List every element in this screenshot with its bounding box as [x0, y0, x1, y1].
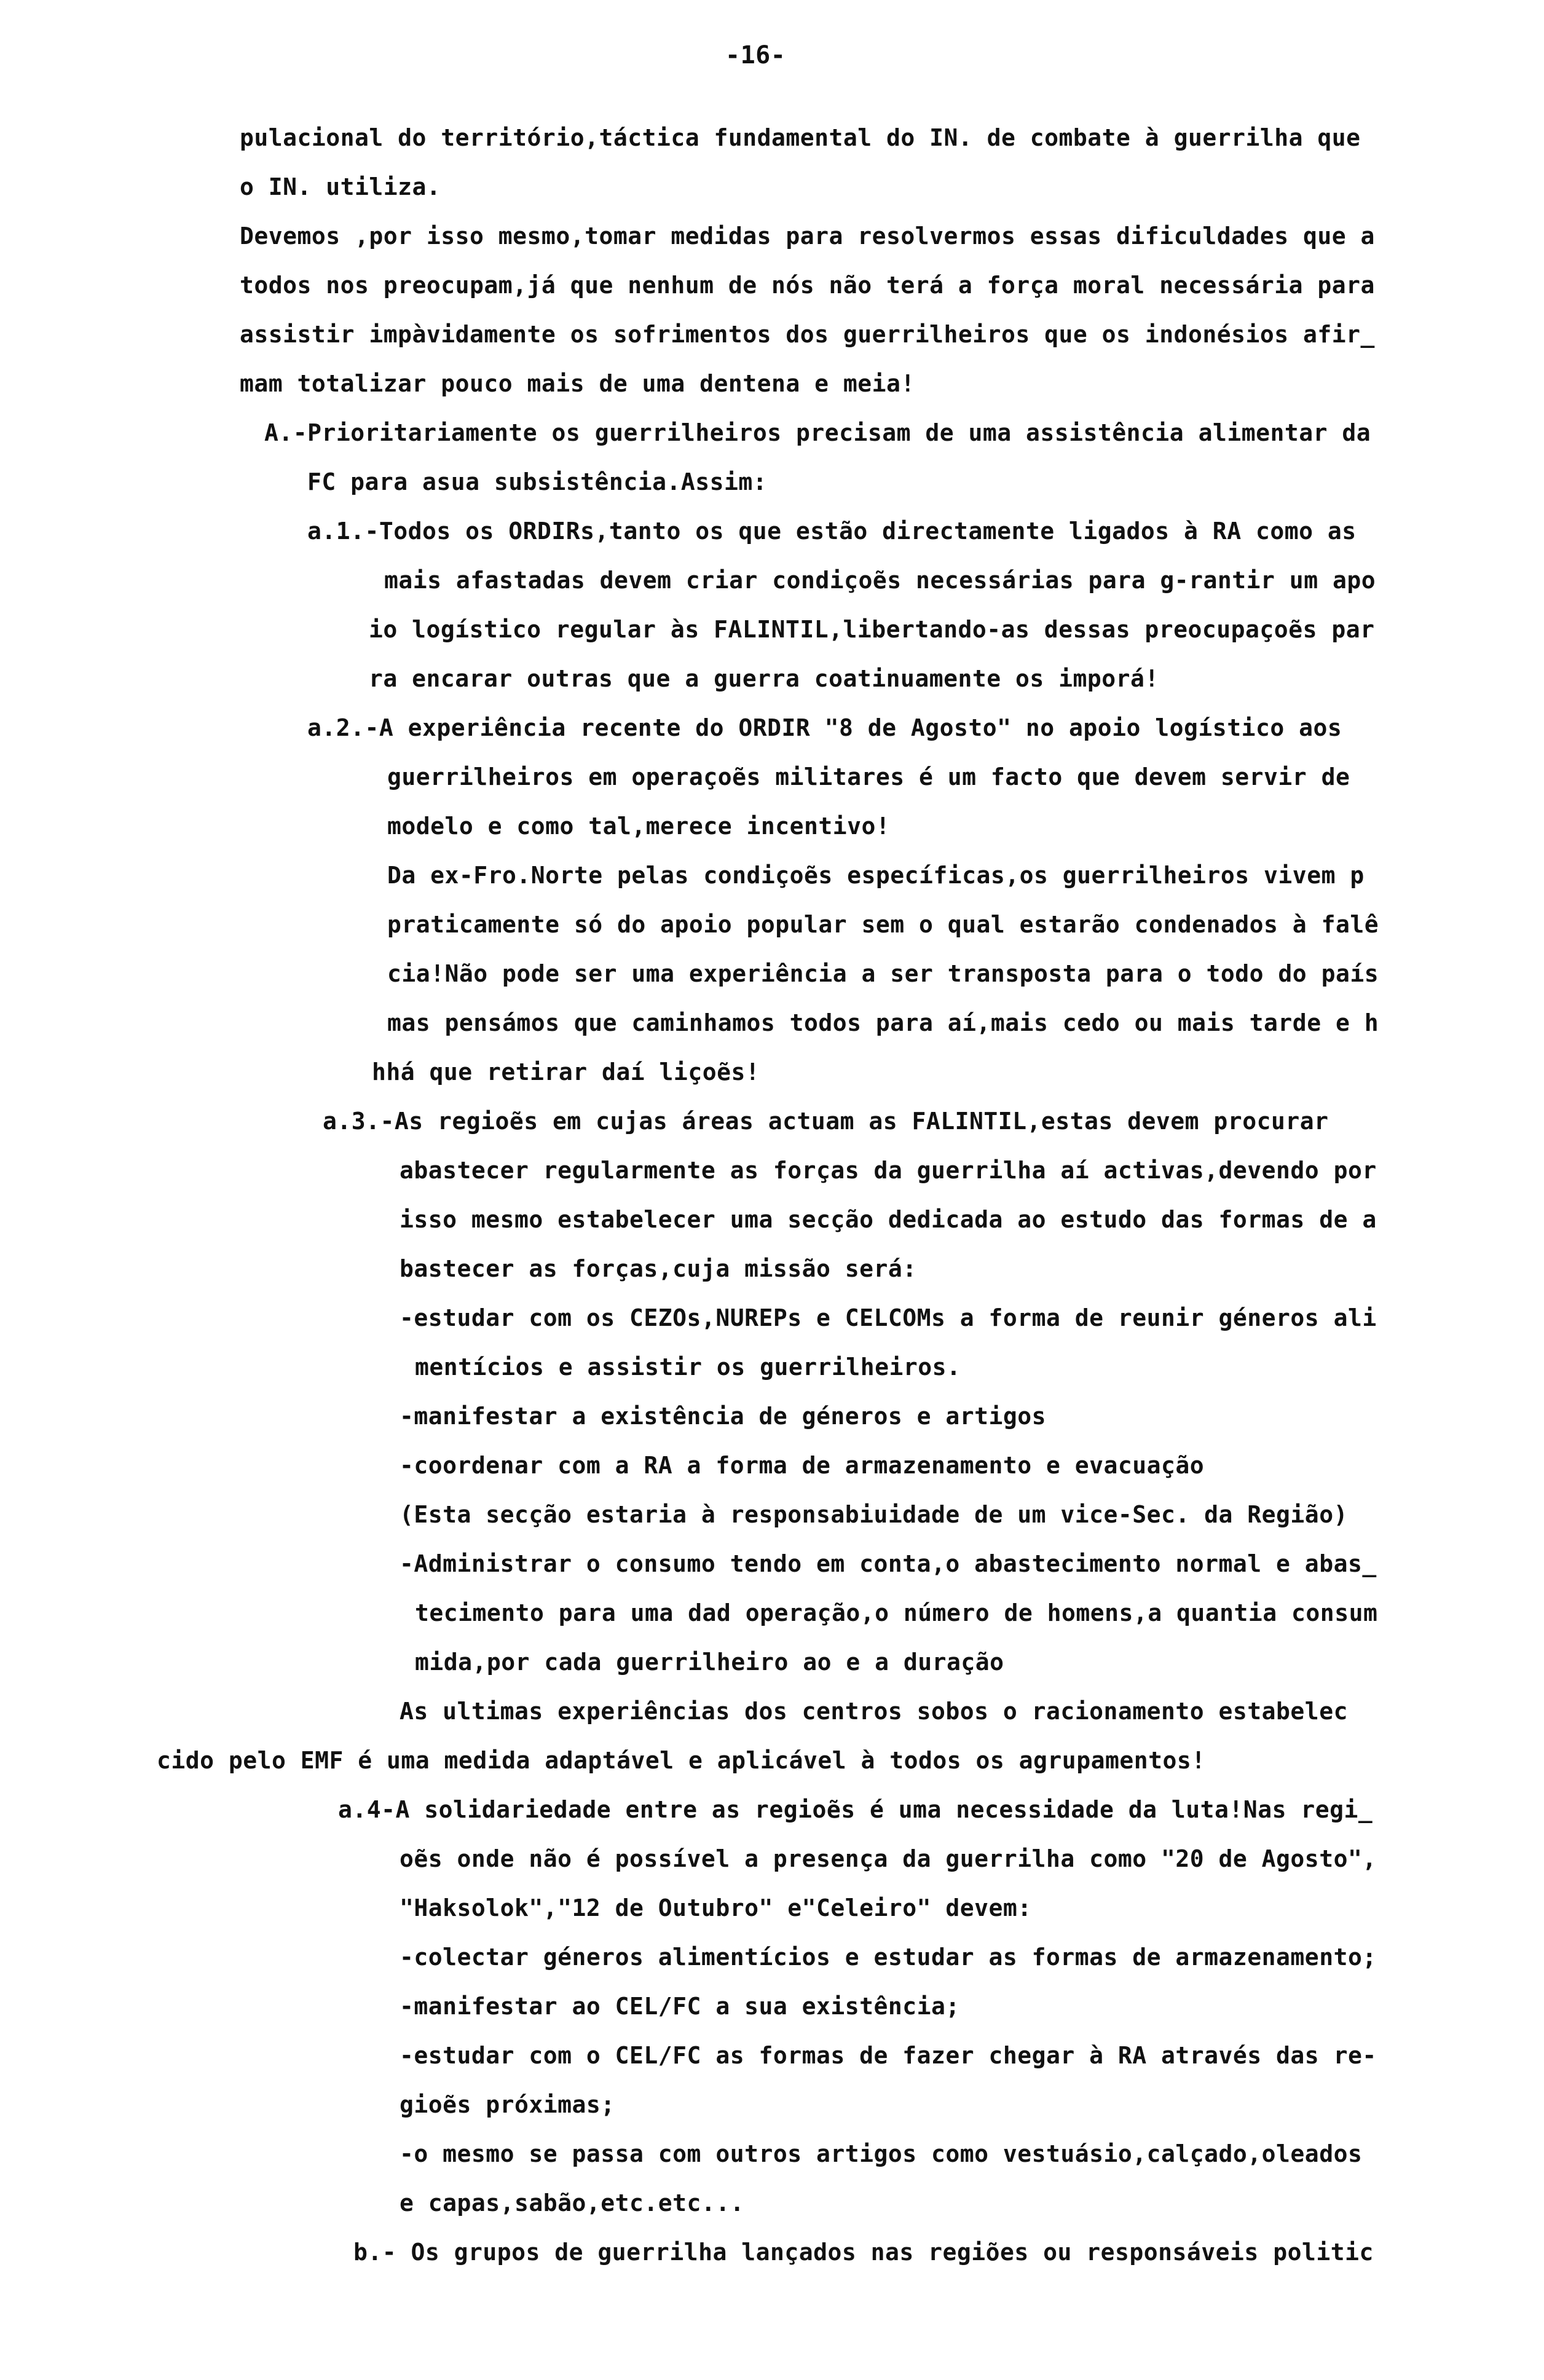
text-line: FC para asua subsistência.Assim: — [307, 468, 768, 495]
text-line: -o mesmo se passa com outros artigos como vestuásio,calçado,oleados — [400, 2140, 1363, 2167]
text-line: a.3.-As regioẽs em cujas áreas actuam as FALINTIL,estas devem procurar — [323, 1108, 1329, 1135]
text-line: "Haksolok","12 de Outubro" e"Celeiro" devem: — [400, 1894, 1032, 1921]
text-line: a.2.-A experiência recente do ORDIR "8 de Agosto" no apoio logístico aos — [307, 714, 1342, 741]
text-line: gioẽs próximas; — [400, 2091, 615, 2118]
text-line: (Esta secção estaria à responsabiuidade de um vice-Sec. da Região) — [400, 1501, 1348, 1528]
text-line: pulacional do território,táctica fundamental do IN. de combate à guerrilha que — [240, 124, 1361, 151]
text-line: b.- Os grupos de guerrilha lançados nas regiões ou responsáveis politic — [353, 2239, 1374, 2266]
text-line: -estudar com o CEL/FC as formas de fazer chegar à RA através das re- — [400, 2042, 1377, 2069]
text-line: a.4-A solidariedade entre as regioẽs é uma necessidade da luta!Nas regi_ — [338, 1796, 1373, 1823]
text-line: As ultimas experiências dos centros sobos o racionamento estabelec — [400, 1698, 1348, 1725]
text-line: ra encarar outras que a guerra coatinuamente os imporá! — [369, 665, 1159, 692]
text-line: io logístico regular às FALINTIL,libertando-as dessas preocupaçoẽs par — [369, 616, 1375, 643]
text-line: o IN. utiliza. — [240, 173, 441, 200]
text-line: e capas,sabão,etc.etc... — [400, 2189, 745, 2216]
text-line: cido pelo EMF é uma medida adaptável e aplicável à todos os agrupamentos! — [157, 1747, 1206, 1774]
text-line: tecimento para uma dad operação,o número de homens,a quantia consum — [415, 1599, 1378, 1626]
text-line: -colectar géneros alimentícios e estudar as formas de armazenamento; — [400, 1944, 1377, 1971]
text-line: -coordenar com a RA a forma de armazenamento e evacuação — [400, 1452, 1205, 1479]
page-number: -16- — [725, 41, 786, 69]
text-line: oẽs onde não é possível a presença da guerrilha como "20 de Agosto", — [400, 1845, 1377, 1872]
text-line: mam totalizar pouco mais de uma dentena e meia! — [240, 370, 915, 397]
text-line: mas pensámos que caminhamos todos para aí,mais cedo ou mais tarde e h — [387, 1009, 1379, 1036]
text-line: bastecer as forças,cuja missão será: — [400, 1255, 917, 1282]
text-line: praticamente só do apoio popular sem o qual estarão condenados à falê — [387, 911, 1379, 938]
text-line: -manifestar ao CEL/FC a sua existência; — [400, 1993, 960, 2020]
text-line: -estudar com os CEZOs,NUREPs e CELCOMs a forma de reunir géneros ali — [400, 1304, 1377, 1331]
text-line: assistir impàvidamente os sofrimentos dos guerrilheiros que os indonésios afir_ — [240, 321, 1375, 348]
text-line: modelo e como tal,merece incentivo! — [387, 813, 891, 840]
text-line: isso mesmo estabelecer uma secção dedicada ao estudo das formas de a — [400, 1206, 1377, 1233]
text-line: mida,por cada guerrilheiro ao e a duração — [415, 1649, 1004, 1676]
text-line: a.1.-Todos os ORDIRs,tanto os que estão directamente ligados à RA como as — [307, 518, 1357, 545]
text-line: hhá que retirar daí liçoẽs! — [372, 1058, 760, 1086]
text-line: -Administrar o consumo tendo em conta,o abastecimento normal e abas_ — [400, 1550, 1377, 1577]
text-line: A.-Prioritariamente os guerrilheiros precisam de uma assistência alimentar da — [264, 419, 1371, 446]
text-line: todos nos preocupam,já que nenhum de nós não terá a força moral necessária para — [240, 272, 1375, 299]
text-line: -manifestar a existência de géneros e artigos — [400, 1403, 1047, 1430]
text-line: Da ex-Fro.Norte pelas condiçoẽs específicas,os guerrilheiros vivem p — [387, 862, 1365, 889]
text-line: mentícios e assistir os guerrilheiros. — [415, 1354, 961, 1381]
text-line: abastecer regularmente as forças da guerrilha aí activas,devendo por — [400, 1157, 1377, 1184]
text-line: Devemos ,por isso mesmo,tomar medidas para resolvermos essas dificuldades que a — [240, 223, 1375, 250]
text-line: mais afastadas devem criar condiçoẽs necessárias para g-rantir um apo — [384, 567, 1376, 594]
text-line: cia!Não pode ser uma experiência a ser transposta para o todo do país — [387, 960, 1379, 987]
text-line: guerrilheiros em operaçoẽs militares é um facto que devem servir de — [387, 763, 1350, 790]
